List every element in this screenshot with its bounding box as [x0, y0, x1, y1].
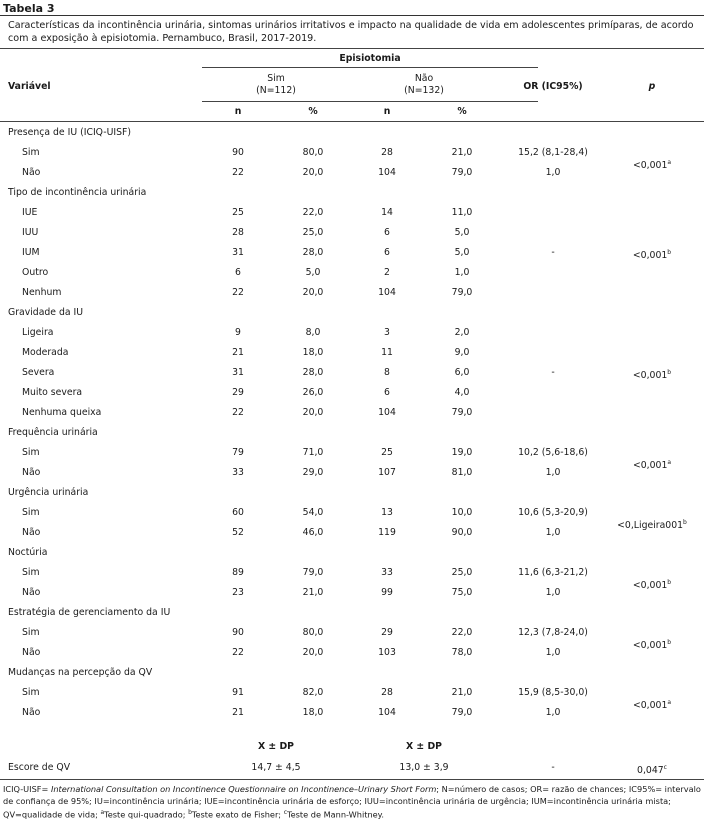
- cell-sim-pct: 20,0: [302, 647, 324, 658]
- cell-p: [633, 247, 671, 262]
- cell-p-sup: a: [667, 699, 672, 706]
- cell-p-value: <0,Ligeira001: [617, 520, 684, 532]
- subheader-rule: [202, 101, 538, 102]
- pct-header-1: %: [308, 106, 318, 117]
- score-sim: 14,7 ± 4,5: [251, 762, 301, 773]
- row-label: Moderada: [22, 347, 69, 358]
- cell-p: [633, 457, 671, 472]
- cell-p-sup: b: [667, 579, 672, 586]
- cell-nao-pct: 10,0: [451, 507, 473, 518]
- table-title: Tabela 3: [3, 2, 55, 15]
- cell-nao-n: 104: [378, 707, 396, 718]
- row-label: Muito severa: [22, 387, 83, 398]
- cell-p-value: <0,001: [632, 250, 668, 262]
- score-label: Escore de QV: [8, 762, 71, 773]
- cell-nao-n: 3: [384, 327, 390, 338]
- cell-sim-pct: 8,0: [305, 327, 321, 338]
- score-p-sup: c: [663, 764, 667, 771]
- score-p: [637, 762, 667, 777]
- sim-n-header: (N=112): [256, 85, 296, 96]
- n-header-2: n: [383, 106, 391, 117]
- cell-p: [633, 637, 671, 652]
- cell-sim-n: 9: [235, 327, 241, 338]
- cell-or: 10,2 (5,6-18,6): [518, 447, 588, 458]
- cell-p: [633, 577, 671, 592]
- footnote-rest: ; N=número de casos; OR= razão de chances; IC95%= intervalo de confiança de 95%; IU=incontinência urinária; IUE=incontinência urinária de esforço; IUU=incontinência urinária de urgência; IUM=incontinência urinária mista; QV=qualidade de vida;: [3, 784, 701, 820]
- cell-sim-pct: 46,0: [302, 527, 324, 538]
- cell-nao-pct: 21,0: [451, 147, 473, 158]
- cell-sim-n: 31: [232, 367, 244, 378]
- cell-p-value: <0,001: [632, 640, 668, 652]
- cell-p: [633, 367, 671, 382]
- nao-header: Não: [414, 73, 434, 84]
- cell-sim-pct: 28,0: [302, 247, 324, 258]
- variable-header: Variável: [8, 81, 51, 92]
- cell-sim-n: 21: [232, 347, 244, 358]
- or-header: OR (IC95%): [523, 81, 583, 92]
- sim-header: Sim: [267, 73, 285, 84]
- footnote-prefix: ICIQ-UISF=: [3, 784, 51, 794]
- cell-nao-n: 6: [384, 227, 390, 238]
- cell-or: 12,3 (7,8-24,0): [518, 627, 588, 638]
- cell-nao-n: 6: [384, 387, 390, 398]
- cell-sim-n: 79: [232, 447, 244, 458]
- cell-sim-pct: 28,0: [302, 367, 324, 378]
- row-label: Outro: [22, 267, 49, 278]
- cell-or: 15,9 (8,5-30,0): [518, 687, 588, 698]
- cell-nao-n: 13: [381, 507, 393, 518]
- cell-nao-pct: 5,0: [454, 227, 470, 238]
- score-nao: 13,0 ± 3,9: [399, 762, 449, 773]
- footnote-a-text: Teste qui-quadrado;: [104, 809, 186, 820]
- cell-p-value: <0,001: [632, 460, 668, 472]
- score-or: -: [551, 762, 555, 773]
- cell-sim-n: 22: [232, 407, 244, 418]
- cell-sim-n: 22: [232, 167, 244, 178]
- row-label: IUU: [22, 227, 39, 238]
- row-label: Sim: [22, 447, 40, 458]
- footnote-c-sup: c: [283, 809, 287, 816]
- cell-sim-n: 6: [235, 267, 241, 278]
- row-label: Não: [22, 587, 41, 598]
- cell-p: [617, 517, 687, 532]
- row-label: Não: [22, 467, 41, 478]
- cell-nao-pct: 25,0: [451, 567, 473, 578]
- cell-nao-n: 2: [384, 267, 390, 278]
- section-label: Frequência urinária: [8, 427, 98, 438]
- cell-sim-pct: 82,0: [302, 687, 324, 698]
- cell-nao-pct: 2,0: [454, 327, 470, 338]
- cell-p-sup: b: [683, 519, 687, 526]
- section-label: Estratégia de gerenciamento da IU: [8, 607, 171, 618]
- cell-nao-n: 14: [381, 207, 393, 218]
- cell-nao-pct: 4,0: [454, 387, 470, 398]
- cell-p-value: <0,001: [632, 160, 668, 172]
- cell-nao-pct: 75,0: [451, 587, 473, 598]
- cell-nao-pct: 90,0: [451, 527, 473, 538]
- cell-p-value: <0,001: [632, 370, 668, 382]
- section-label: Mudanças na percepção da QV: [8, 667, 153, 678]
- mean-header-2: X ± DP: [406, 741, 442, 752]
- section-label: Gravidade da IU: [8, 307, 84, 318]
- cell-sim-pct: 71,0: [302, 447, 324, 458]
- cell-sim-pct: 20,0: [302, 287, 324, 298]
- cell-or: 10,6 (5,3-20,9): [518, 507, 588, 518]
- pct-header-2: %: [457, 106, 467, 117]
- cell-sim-n: 23: [232, 587, 244, 598]
- cell-nao-n: 28: [381, 147, 393, 158]
- row-label: Nenhum: [22, 287, 62, 298]
- row-label: Não: [22, 167, 41, 178]
- cell-or: 1,0: [545, 707, 561, 718]
- cell-nao-n: 25: [381, 447, 393, 458]
- row-label: IUE: [22, 207, 38, 218]
- top-rule: [0, 15, 704, 16]
- cell-nao-pct: 79,0: [451, 167, 473, 178]
- nao-n-header: (N=132): [404, 85, 444, 96]
- cell-nao-n: 11: [381, 347, 393, 358]
- table-bottom-rule: [0, 779, 704, 780]
- cell-nao-pct: 21,0: [451, 687, 473, 698]
- cell-nao-n: 104: [378, 407, 396, 418]
- cell-or-merged: -: [551, 247, 555, 258]
- footnote-b-sup: b: [188, 809, 192, 816]
- cell-sim-pct: 5,0: [305, 267, 321, 278]
- cell-or: 1,0: [545, 647, 561, 658]
- header-bottom-rule: [0, 121, 704, 122]
- cell-nao-n: 8: [384, 367, 390, 378]
- table-caption: Características da incontinência urinária, sintomas urinários irritativos e impacto na qualidade de vida em adolescentes primíparas, de acordo com a exposição à episiotomia. Pernambuco, Brasil, 2017-2019.: [8, 20, 694, 44]
- n-header-1: n: [234, 106, 242, 117]
- cell-sim-pct: 21,0: [302, 587, 324, 598]
- cell-or-merged: -: [551, 367, 555, 378]
- cell-sim-n: 22: [232, 647, 244, 658]
- cell-or: 1,0: [545, 467, 561, 478]
- cell-p-value: <0,001: [632, 700, 668, 712]
- row-label: Não: [22, 707, 41, 718]
- cell-nao-pct: 79,0: [451, 287, 473, 298]
- cell-nao-n: 33: [381, 567, 393, 578]
- episiotomy-header: Episiotomia: [339, 53, 401, 64]
- mean-header-1: X ± DP: [258, 741, 294, 752]
- cell-sim-n: 89: [232, 567, 244, 578]
- cell-nao-n: 119: [378, 527, 396, 538]
- row-label: Não: [22, 527, 41, 538]
- cell-sim-n: 52: [232, 527, 244, 538]
- cell-nao-n: 28: [381, 687, 393, 698]
- cell-sim-n: 91: [232, 687, 244, 698]
- cell-nao-pct: 19,0: [451, 447, 473, 458]
- cell-p-sup: b: [667, 249, 672, 256]
- cell-nao-pct: 22,0: [451, 627, 473, 638]
- row-label: Não: [22, 647, 41, 658]
- cell-or: 1,0: [545, 167, 561, 178]
- cell-nao-pct: 5,0: [454, 247, 470, 258]
- cell-sim-pct: 25,0: [302, 227, 324, 238]
- cell-p-sup: b: [667, 369, 672, 376]
- cell-sim-pct: 26,0: [302, 387, 324, 398]
- cell-sim-pct: 22,0: [302, 207, 324, 218]
- row-label: IUM: [22, 247, 40, 258]
- cell-sim-n: 31: [232, 247, 244, 258]
- footnote-a-sup: a: [100, 809, 105, 816]
- cell-sim-pct: 29,0: [302, 467, 324, 478]
- footnote-b-text: Teste exato de Fisher;: [191, 809, 282, 820]
- cell-sim-pct: 79,0: [302, 567, 324, 578]
- section-label: Presença de IU (ICIQ-UISF): [8, 127, 132, 138]
- cell-nao-pct: 81,0: [451, 467, 473, 478]
- cell-or: 1,0: [545, 527, 561, 538]
- row-label: Sim: [22, 147, 40, 158]
- episiotomy-underline: [202, 67, 538, 68]
- cell-nao-n: 29: [381, 627, 393, 638]
- cell-p: [633, 157, 671, 172]
- cell-sim-n: 28: [232, 227, 244, 238]
- cell-nao-pct: 6,0: [454, 367, 470, 378]
- row-label: Nenhuma queixa: [22, 407, 102, 418]
- footnote-c-text: Teste de Mann-Whitney.: [287, 809, 384, 820]
- cell-nao-pct: 79,0: [451, 707, 473, 718]
- row-label: Sim: [22, 687, 40, 698]
- section-label: Noctúria: [8, 547, 48, 558]
- cell-nao-n: 104: [378, 287, 396, 298]
- cell-sim-pct: 18,0: [302, 707, 324, 718]
- cell-sim-n: 22: [232, 287, 244, 298]
- cell-p-sup: a: [667, 459, 672, 466]
- cell-nao-n: 99: [381, 587, 393, 598]
- section-label: Urgência urinária: [8, 487, 89, 498]
- cell-sim-n: 29: [232, 387, 244, 398]
- cell-sim-n: 25: [232, 207, 244, 218]
- cell-sim-pct: 80,0: [302, 627, 324, 638]
- row-label: Sim: [22, 627, 40, 638]
- cell-nao-pct: 79,0: [451, 407, 473, 418]
- cell-sim-n: 90: [232, 627, 244, 638]
- cell-or: 1,0: [545, 587, 561, 598]
- cell-sim-n: 60: [232, 507, 244, 518]
- cell-sim-pct: 20,0: [302, 407, 324, 418]
- cell-nao-n: 103: [378, 647, 396, 658]
- cell-sim-pct: 18,0: [302, 347, 324, 358]
- footnote: [3, 783, 703, 821]
- cell-sim-pct: 20,0: [302, 167, 324, 178]
- cell-sim-n: 90: [232, 147, 244, 158]
- cell-p-value: <0,001: [632, 580, 668, 592]
- row-label: Severa: [22, 367, 55, 378]
- section-label: Tipo de incontinência urinária: [8, 187, 147, 198]
- cell-sim-n: 33: [232, 467, 244, 478]
- cell-nao-pct: 1,0: [454, 267, 470, 278]
- cell-sim-n: 21: [232, 707, 244, 718]
- cell-nao-n: 107: [378, 467, 396, 478]
- score-p-value: 0,047: [637, 765, 664, 777]
- cell-nao-pct: 11,0: [451, 207, 473, 218]
- row-label: Ligeira: [22, 327, 54, 338]
- cell-or: 11,6 (6,3-21,2): [518, 567, 588, 578]
- row-label: Sim: [22, 507, 40, 518]
- cell-nao-n: 6: [384, 247, 390, 258]
- cell-nao-pct: 9,0: [454, 347, 470, 358]
- cell-nao-pct: 78,0: [451, 647, 473, 658]
- footnote-italic: International Consultation on Incontinence Questionnaire on Incontinence–Urinary Short Form: [50, 784, 437, 794]
- row-label: Sim: [22, 567, 40, 578]
- cell-p: [633, 697, 671, 712]
- cell-p-sup: a: [667, 159, 672, 166]
- cell-sim-pct: 54,0: [302, 507, 324, 518]
- p-header: p: [648, 81, 656, 92]
- cell-p-sup: b: [667, 639, 672, 646]
- cell-or: 15,2 (8,1-28,4): [518, 147, 588, 158]
- header-top-rule: [0, 48, 704, 49]
- cell-sim-pct: 80,0: [302, 147, 324, 158]
- cell-nao-n: 104: [378, 167, 396, 178]
